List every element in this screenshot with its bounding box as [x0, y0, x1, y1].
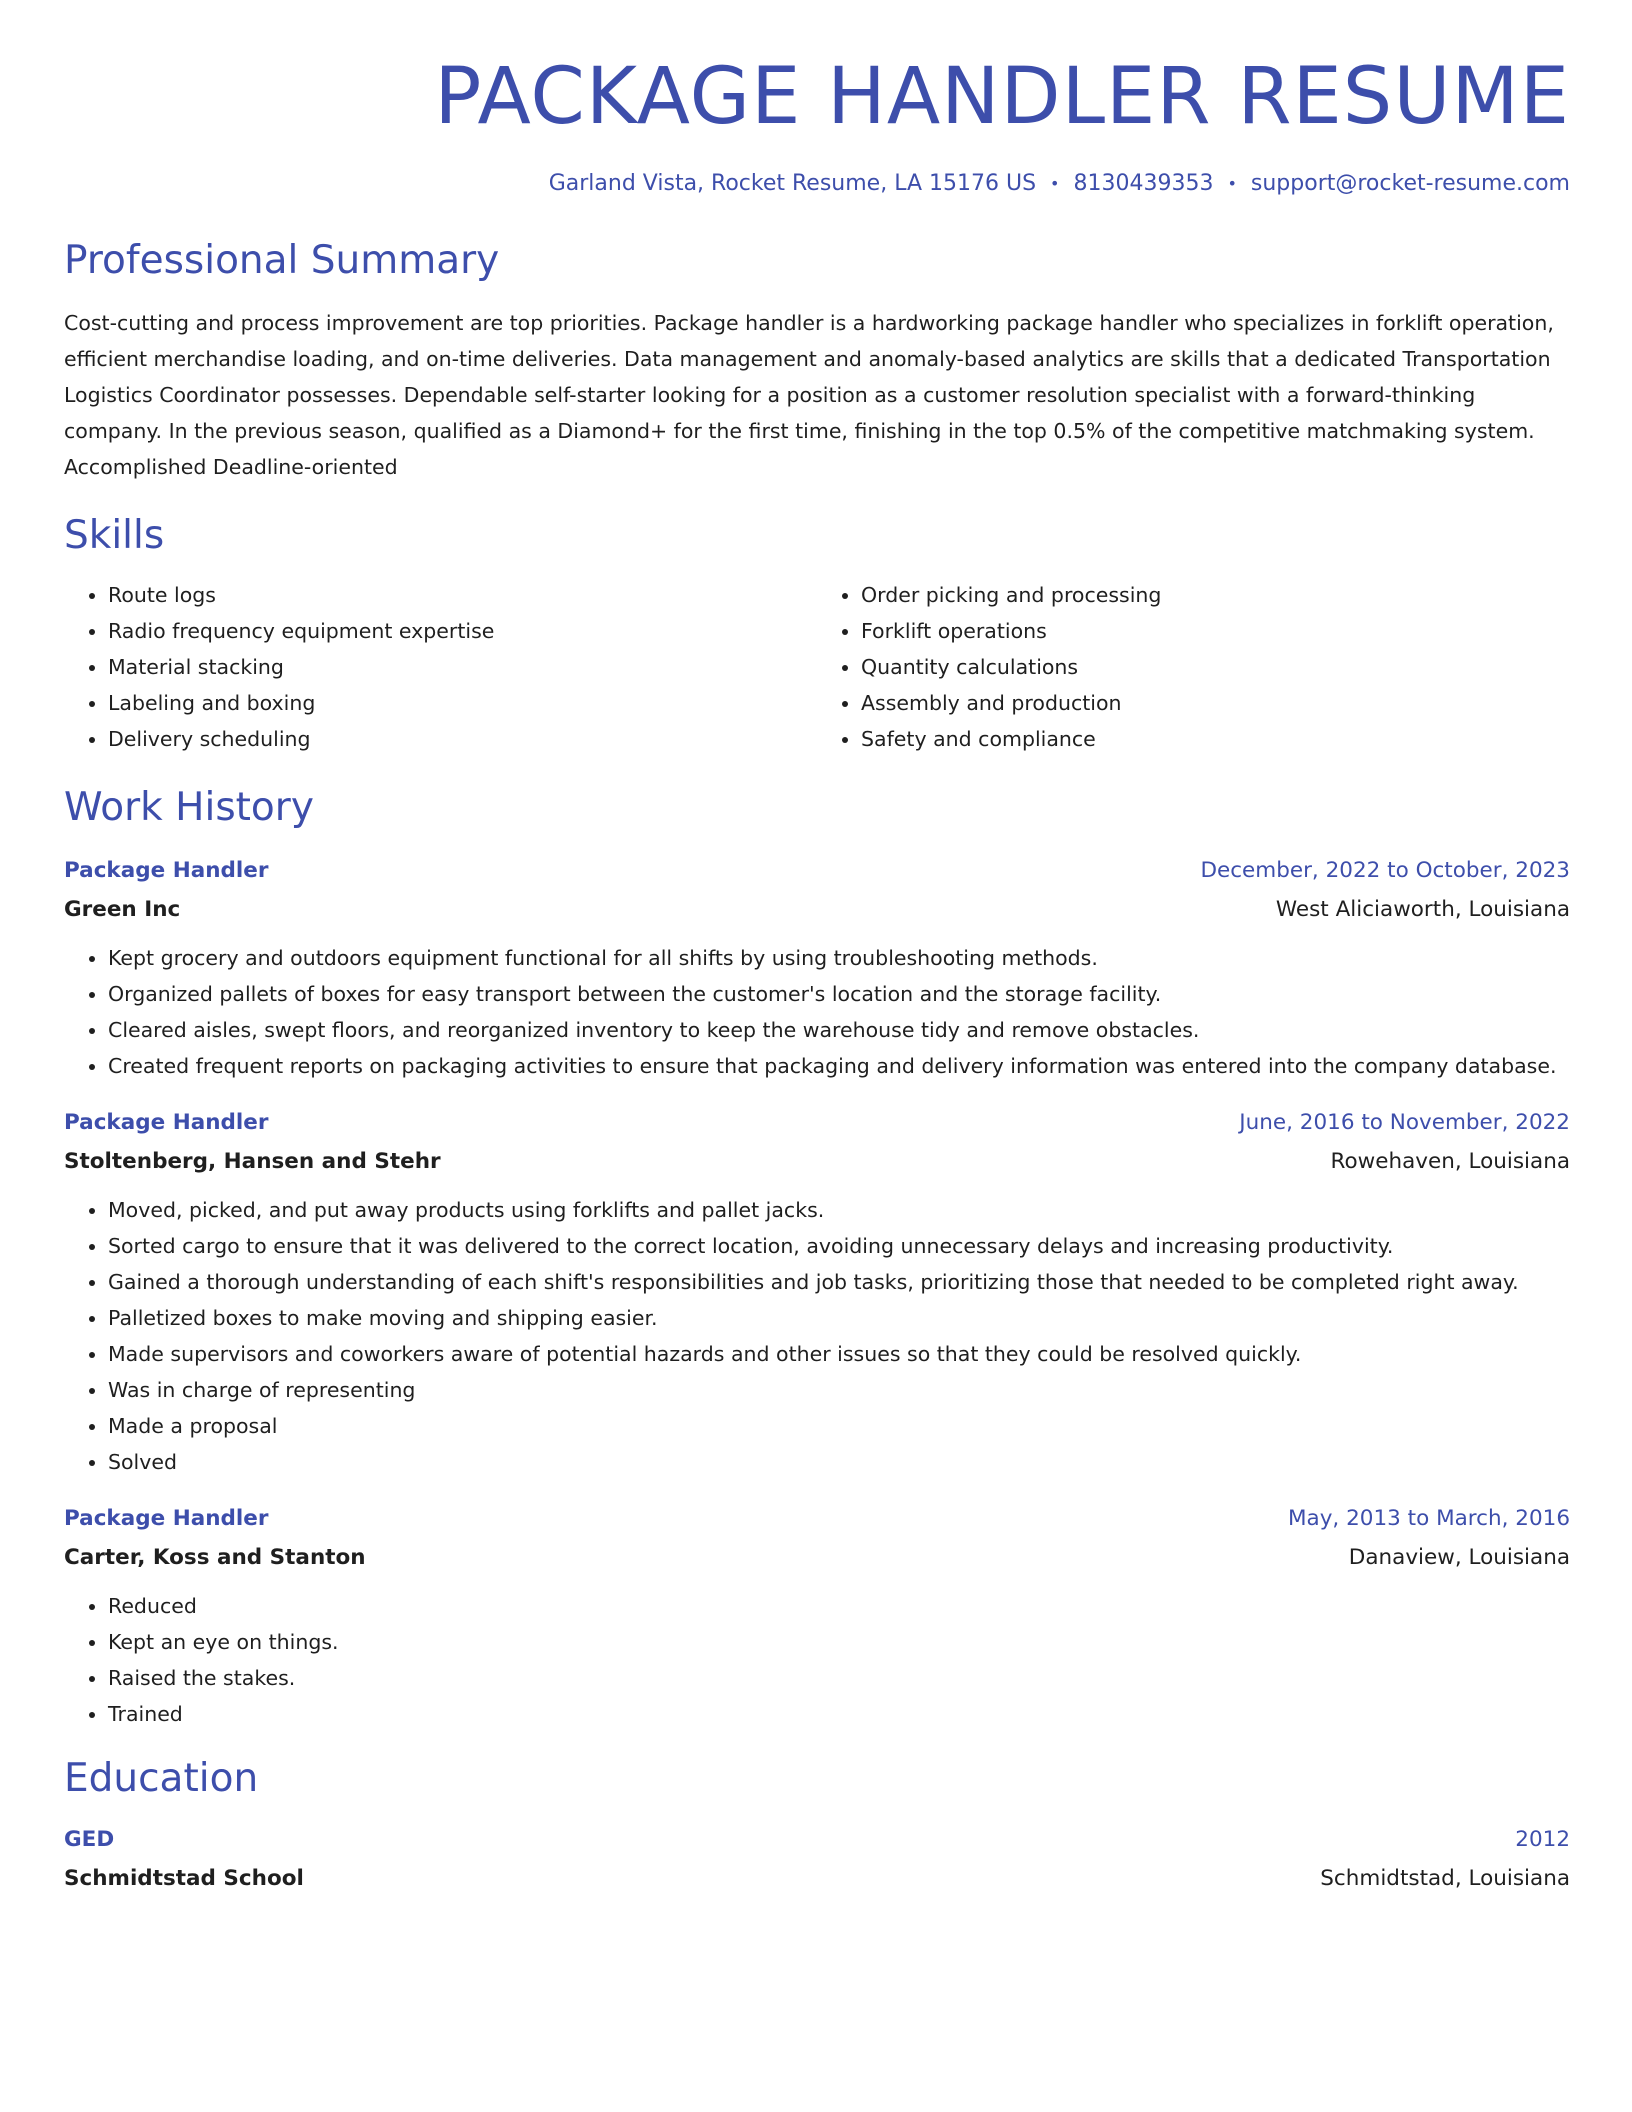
education-header-row — [64, 1821, 1570, 1859]
skills-list — [64, 577, 1570, 757]
contact-line — [64, 171, 1570, 196]
contact-email[interactable]: support@rocket-resume.com — [1250, 170, 1570, 196]
job-header-row — [64, 1104, 1570, 1142]
job-bullet: • Kept grocery and outdoors equipment functional for all shifts by using troubleshooting methods. — [108, 940, 1570, 976]
job-bullet: • Gained a thorough understanding of each shift's responsibilities and job tasks, prioritizing those that needed to be completed right away. — [108, 1264, 1570, 1300]
job-bullet: • Organized pallets of boxes for easy transport between the customer's location and the storage facility. — [108, 976, 1570, 1012]
resume-header — [64, 0, 1570, 196]
skills-heading: Skills — [64, 512, 165, 558]
contact-separator: • — [1050, 174, 1060, 194]
job-bullets — [64, 940, 1570, 1084]
skill-item: • Quantity calculations — [861, 649, 1570, 685]
contact-separator: • — [1227, 174, 1237, 194]
job-bullet: • Made a proposal — [108, 1408, 1570, 1444]
resume-name: PACKAGE HANDLER RESUME — [434, 52, 1570, 142]
job-bullet: • Created frequent reports on packaging activities to ensure that packaging and delivery information was entered into the company database. — [108, 1048, 1570, 1084]
skill-item: • Material stacking — [108, 649, 817, 685]
job-bullet: • Cleared aisles, swept floors, and reorganized inventory to keep the warehouse tidy and remove obstacles. — [108, 1012, 1570, 1048]
job-dates: June, 2016 to November, 2022 — [1239, 1110, 1570, 1136]
job-company-row — [64, 890, 1570, 930]
contact-address: Garland Vista, Rocket Resume, LA 15176 US — [548, 170, 1037, 196]
job-bullet: • Made supervisors and coworkers aware of potential hazards and other issues so that they could be resolved quickly. — [108, 1336, 1570, 1372]
education-entry — [64, 1821, 1570, 1899]
summary-heading: Professional Summary — [64, 237, 500, 283]
job-entry — [64, 852, 1570, 1084]
job-bullet: • Raised the stakes. — [108, 1660, 1570, 1696]
job-title: Package Handler — [64, 1506, 269, 1532]
education-heading: Education — [64, 1756, 259, 1802]
job-location: Danaview, Louisiana — [1348, 1545, 1570, 1571]
job-entry — [64, 1500, 1570, 1732]
skills-column-left — [64, 577, 817, 757]
education-school-row — [64, 1859, 1570, 1899]
job-bullet: • Moved, picked, and put away products using forklifts and pallet jacks. — [108, 1192, 1570, 1228]
job-bullet: • Reduced — [108, 1588, 1570, 1624]
skill-item: • Radio frequency equipment expertise — [108, 613, 817, 649]
job-entry — [64, 1104, 1570, 1480]
skill-item: • Route logs — [108, 577, 817, 613]
job-company-row — [64, 1538, 1570, 1578]
skill-item: • Labeling and boxing — [108, 685, 817, 721]
education-school: Schmidtstad School — [64, 1865, 304, 1891]
job-dates: May, 2013 to March, 2016 — [1287, 1506, 1570, 1532]
job-location: West Aliciaworth, Louisiana — [1275, 897, 1570, 923]
education-location: Schmidtstad, Louisiana — [1320, 1865, 1570, 1891]
summary-text: Cost-cutting and process improvement are top priorities. Package handler is a hardworking package handler who specializes in forklift operation, efficient merchandise loading, and on-time deliveries. Data management and anomaly-based analytics are skills that a dedicated Transportation Logistics Coordinator possesses. Dependable self-starter looking for a position as a customer resolution specialist with a forward-thinking company. In the previous season, qualified as a Diamond+ for the first time, finishing in the top 0.5% of the competitive matchmaking system. Accomplished Deadline-oriented — [64, 310, 1554, 479]
job-header-row — [64, 1500, 1570, 1538]
education-year: 2012 — [1515, 1826, 1570, 1852]
skill-item: • Order picking and processing — [861, 577, 1570, 613]
job-company: Green Inc — [64, 897, 181, 923]
education-degree: GED — [64, 1826, 115, 1852]
job-company-row — [64, 1142, 1570, 1182]
skill-item: • Delivery scheduling — [108, 721, 817, 757]
job-bullet: • Sorted cargo to ensure that it was delivered to the correct location, avoiding unnecessary delays and increasing productivity. — [108, 1228, 1570, 1264]
job-bullet: • Was in charge of representing — [108, 1372, 1570, 1408]
job-title: Package Handler — [64, 1110, 269, 1136]
job-bullet: • Palletized boxes to make moving and shipping easier. — [108, 1300, 1570, 1336]
contact-phone: 8130439353 — [1073, 170, 1214, 196]
work-history-heading: Work History — [64, 785, 314, 831]
skill-item: • Safety and compliance — [861, 721, 1570, 757]
job-title: Package Handler — [64, 858, 269, 884]
job-bullets — [64, 1588, 1570, 1732]
skill-item: • Assembly and production — [861, 685, 1570, 721]
job-header-row — [64, 852, 1570, 890]
job-bullet: • Trained — [108, 1696, 1570, 1732]
job-location: Rowehaven, Louisiana — [1330, 1149, 1570, 1175]
job-company: Carter, Koss and Stanton — [64, 1545, 366, 1571]
job-bullet: • Solved — [108, 1444, 1570, 1480]
job-bullet: • Kept an eye on things. — [108, 1624, 1570, 1660]
job-bullets — [64, 1192, 1570, 1480]
skills-column-right — [817, 577, 1570, 757]
job-company: Stoltenberg, Hansen and Stehr — [64, 1149, 441, 1175]
skill-item: • Forklift operations — [861, 613, 1570, 649]
job-dates: December, 2022 to October, 2023 — [1200, 858, 1570, 884]
